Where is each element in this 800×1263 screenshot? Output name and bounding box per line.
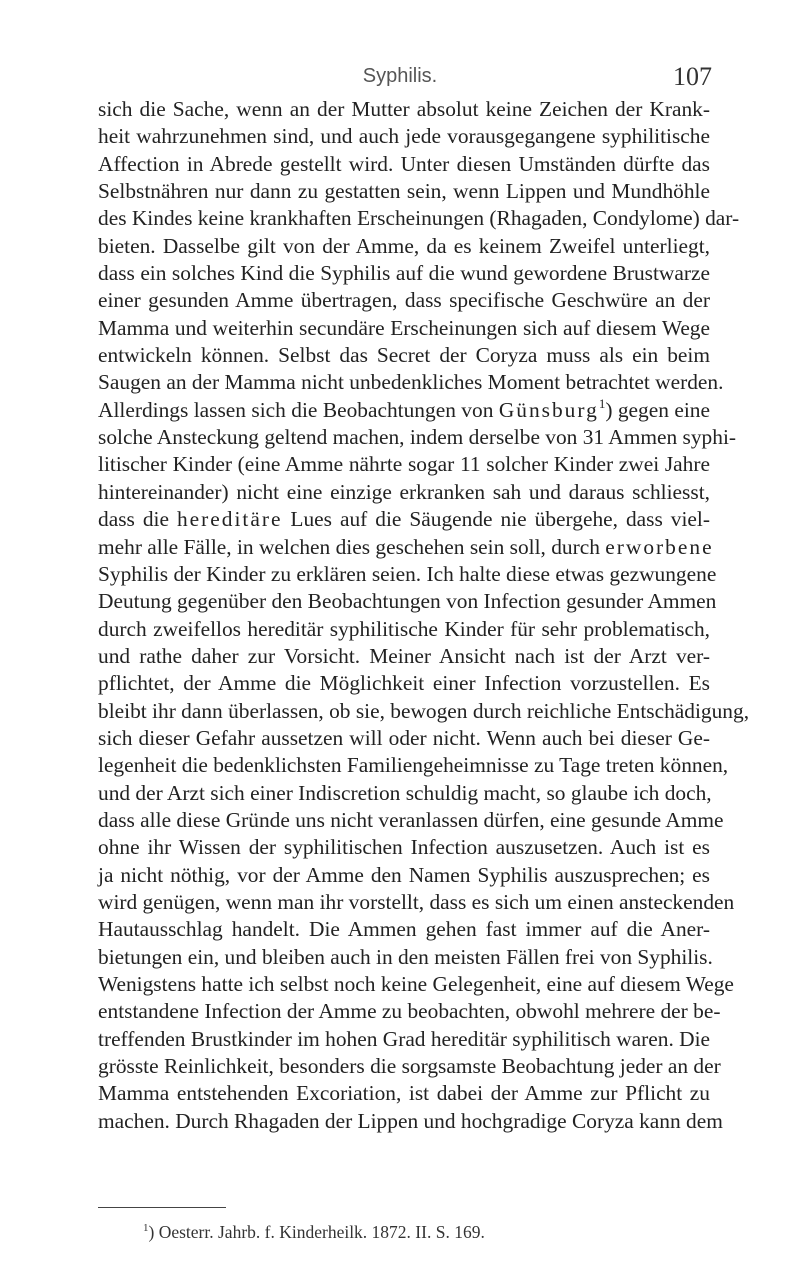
text-line: Selbstnähren nur dann zu gestatten sein, wenn Lippen und Mundhöhle bbox=[98, 179, 710, 204]
running-title: Syphilis. bbox=[362, 65, 438, 87]
text-line: hintereinander) nicht eine einzige erkranken sah und daraus schliesst, bbox=[98, 479, 710, 504]
text-line: litischer Kinder (eine Amme nährte sogar 11 solcher Kinder zwei Jahre bbox=[98, 452, 710, 477]
text-line: sich dieser Gefahr aussetzen will oder nicht. Wenn auch bei dieser Ge- bbox=[98, 725, 710, 750]
text-line: einer gesunden Amme übertragen, dass specifische Geschwüre an der bbox=[98, 288, 710, 313]
text-line: pflichtet, der Amme die Möglichkeit einer Infection vorzustellen. Es bbox=[98, 671, 710, 696]
text-segment: dass die bbox=[98, 507, 169, 532]
text-line: treffenden Brustkinder im hohen Grad hereditär syphilitisch waren. Die bbox=[98, 1026, 711, 1051]
text-line: grösste Reinlichkeit, besonders die sorgsamste Beobachtung jeder an der bbox=[98, 1054, 721, 1079]
text-segment: ) gegen eine bbox=[605, 397, 710, 422]
footnote bbox=[143, 1222, 485, 1243]
text-line: Affection in Abrede gestellt wird. Unter diesen Umständen dürfte das bbox=[98, 151, 710, 176]
text-line: solche Ansteckung geltend machen, indem derselbe von 31 Ammen syphi- bbox=[98, 425, 737, 450]
text-line: entwickeln können. Selbst das Secret der Coryza muss als ein beim bbox=[98, 343, 710, 368]
text-line: machen. Durch Rhagaden der Lippen und hochgradige Coryza kann dem bbox=[98, 1108, 723, 1133]
text-line: und der Arzt sich einer Indiscretion schuldig macht, so glaube ich doch, bbox=[98, 780, 712, 805]
text-line: bietungen ein, und bleiben auch in den meisten Fällen frei von Syphilis. bbox=[98, 944, 713, 969]
text-line: durch zweifellos hereditär syphilitische Kinder für sehr problematisch, bbox=[98, 616, 710, 641]
text-line: ja nicht nöthig, vor der Amme den Namen Syphilis auszusprechen; es bbox=[98, 862, 710, 887]
emphasis-text: hereditäre bbox=[176, 507, 283, 532]
text-line: und rathe daher zur Vorsicht. Meiner Ansicht nach ist der Arzt ver- bbox=[98, 643, 710, 668]
text-line: ohne ihr Wissen der syphilitischen Infection auszusetzen. Auch ist es bbox=[98, 835, 710, 860]
footnote-rule bbox=[98, 1207, 226, 1208]
text-line: Deutung gegenüber den Beobachtungen von Infection gesunder Ammen bbox=[98, 589, 717, 614]
text-line: Mamma und weiterhin secundäre Erscheinungen sich auf diesem Wege bbox=[98, 315, 710, 340]
text-line: entstandene Infection der Amme zu beobachten, obwohl mehrere der be- bbox=[98, 999, 721, 1024]
text-line: Syphilis der Kinder zu erklären seien. Ich halte diese etwas gezwungene bbox=[98, 561, 717, 586]
text-line: heit wahrzunehmen sind, und auch jede vorausgegangene syphilitische bbox=[98, 124, 710, 149]
text-line: Mamma entstehenden Excoriation, ist dabei der Amme zur Pflicht zu bbox=[98, 1081, 710, 1106]
running-head bbox=[88, 62, 712, 92]
text-segment: mehr alle Fälle, in welchen dies geschehen sein soll, durch bbox=[98, 534, 600, 559]
page-number: 107 bbox=[673, 62, 712, 91]
text-line bbox=[98, 534, 714, 561]
text-segment: Lues auf die Säugende nie übergehe, dass viel- bbox=[290, 507, 710, 532]
text-line: wird genügen, wenn man ihr vorstellt, dass es sich um einen ansteckenden bbox=[98, 889, 735, 914]
text-line: bleibt ihr dann überlassen, ob sie, bewogen durch reichliche Entschädigung, bbox=[98, 698, 750, 723]
text-line: legenheit die bedenklichsten Familiengeheimnisse zu Tage treten können, bbox=[98, 753, 729, 778]
text-line bbox=[98, 506, 710, 533]
text-line: dass alle diese Gründe uns nicht veranlassen dürfen, eine gesunde Amme bbox=[98, 807, 724, 832]
text-line bbox=[98, 397, 710, 424]
text-line: des Kindes keine krankhaften Erscheinungen (Rhagaden, Condylome) dar- bbox=[98, 206, 740, 231]
footnote-marker: 1 bbox=[143, 1222, 149, 1234]
emphasis-text: erworbene bbox=[605, 534, 714, 559]
text-line: dass ein solches Kind die Syphilis auf die wund gewordene Brustwarze bbox=[98, 261, 710, 286]
body-text bbox=[98, 96, 750, 1135]
text-line: Hautausschlag handelt. Die Ammen gehen fast immer auf die Aner- bbox=[98, 917, 710, 942]
text-line: sich die Sache, wenn an der Mutter absolut keine Zeichen der Krank- bbox=[98, 97, 710, 121]
author-name: Günsburg bbox=[498, 397, 599, 422]
footnote-text: ) Oesterr. Jahrb. f. Kinderheilk. 1872. II. S. 169. bbox=[148, 1222, 485, 1242]
text-line: Saugen an der Mamma nicht unbedenkliches Moment betrachtet werden. bbox=[98, 370, 724, 395]
text-line: bieten. Dasselbe gilt von der Amme, da es keinem Zweifel unterliegt, bbox=[98, 233, 710, 258]
text-segment: Allerdings lassen sich die Beobachtungen von bbox=[98, 397, 494, 422]
text-line: Wenigstens hatte ich selbst noch keine Gelegenheit, eine auf diesem Wege bbox=[98, 972, 734, 996]
footnote-ref: 1 bbox=[598, 395, 606, 411]
